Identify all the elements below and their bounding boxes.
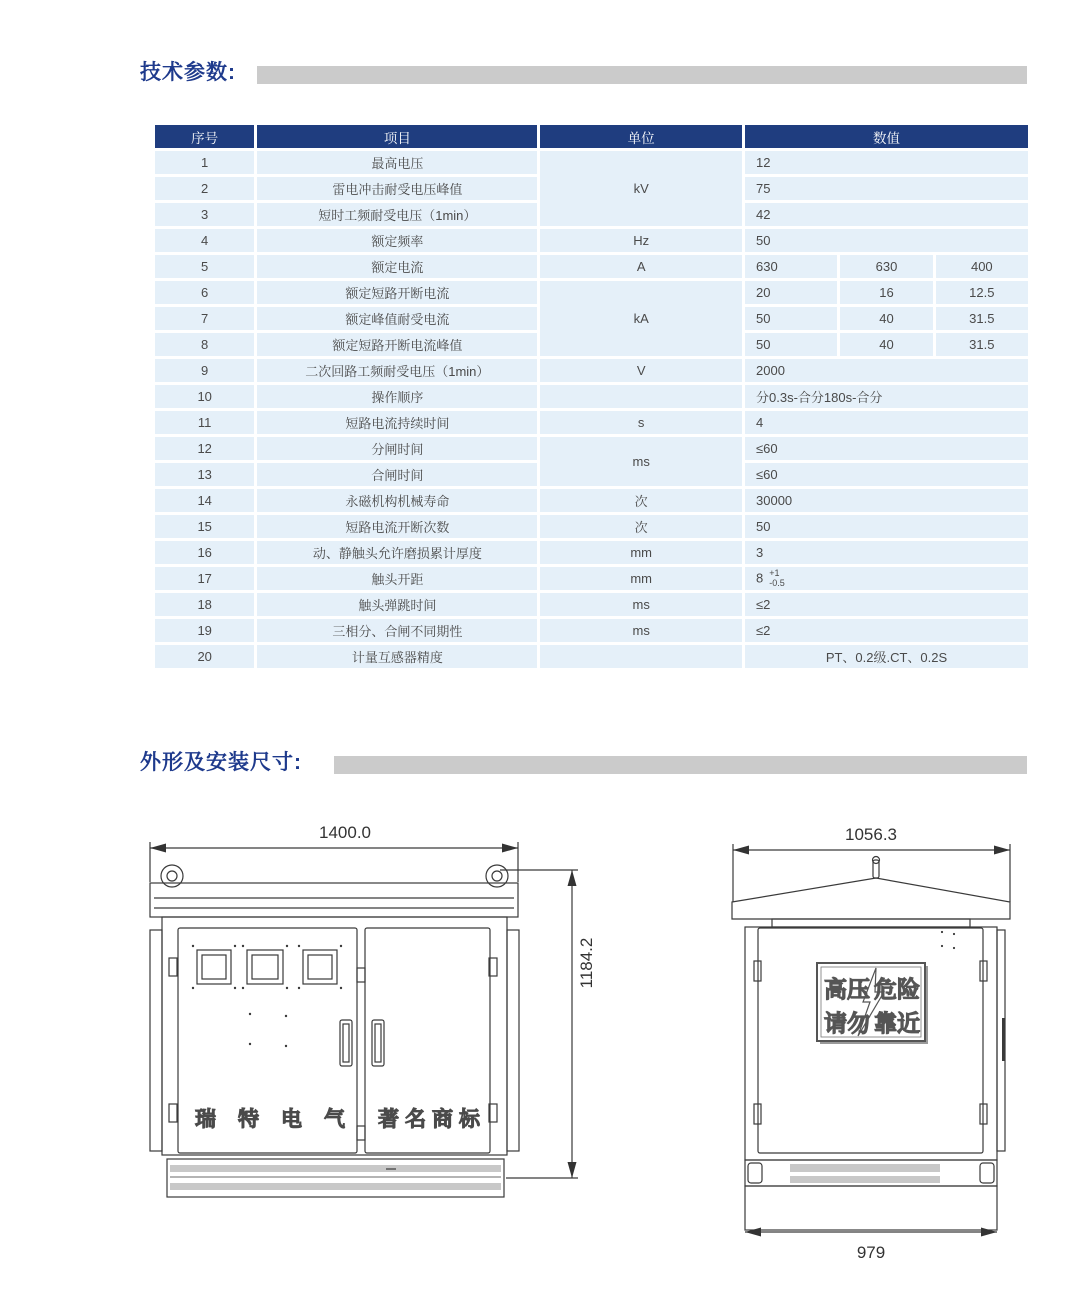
row-unit: mm xyxy=(540,567,742,590)
row-unit: mm xyxy=(540,541,742,564)
row-value: ≤60 xyxy=(745,463,1028,486)
row-value: 42 xyxy=(745,203,1028,226)
row-no: 8 xyxy=(155,333,254,356)
row-no: 4 xyxy=(155,229,254,252)
warning-text-high-voltage: 高压 xyxy=(824,976,870,1002)
door-handle xyxy=(372,1020,384,1066)
tech-params-table xyxy=(152,122,1031,671)
row-value: PT、0.2级.CT、0.2S xyxy=(745,645,1028,668)
row-no: 17 xyxy=(155,567,254,590)
row-no: 3 xyxy=(155,203,254,226)
front-view-lines xyxy=(150,842,578,1197)
roof-hook-icon xyxy=(873,857,880,879)
table-row xyxy=(155,151,1028,174)
row-value-2: 16 xyxy=(840,281,932,304)
row-value: ≤2 xyxy=(745,593,1028,616)
table-row xyxy=(155,255,1028,278)
row-item: 短路电流持续时间 xyxy=(257,411,537,434)
row-item: 额定频率 xyxy=(257,229,537,252)
side-base-dimension: 979 xyxy=(856,1243,886,1262)
row-value-3: 31.5 xyxy=(936,333,1028,356)
tolerance-upper: +1 xyxy=(769,567,780,578)
row-unit: 次 xyxy=(540,515,742,538)
row-item: 最高电压 xyxy=(257,151,537,174)
row-unit: s xyxy=(540,411,742,434)
tech-title-bar xyxy=(257,66,1027,84)
row-value xyxy=(745,567,1028,590)
row-item: 操作顺序 xyxy=(257,385,537,408)
table-row xyxy=(155,359,1028,382)
row-value: ≤60 xyxy=(745,437,1028,460)
row-no: 16 xyxy=(155,541,254,564)
row-value: 30000 xyxy=(745,489,1028,512)
row-value-3: 12.5 xyxy=(936,281,1028,304)
row-no: 11 xyxy=(155,411,254,434)
row-value-3: 31.5 xyxy=(936,307,1028,330)
table-row xyxy=(155,619,1028,642)
row-item: 二次回路工频耐受电压（1min） xyxy=(257,359,537,382)
row-value-2: 40 xyxy=(840,307,932,330)
door-handle xyxy=(340,1020,352,1066)
row-value-1: 20 xyxy=(745,281,837,304)
right-door-trademark-text: 著名商标 xyxy=(378,1108,486,1131)
row-no: 1 xyxy=(155,151,254,174)
row-item: 触头弹跳时间 xyxy=(257,593,537,616)
table-row xyxy=(155,489,1028,512)
row-value: 50 xyxy=(745,515,1028,538)
warning-sign xyxy=(817,963,928,1044)
row-no: 10 xyxy=(155,385,254,408)
tech-params-title: 技术参数: xyxy=(140,61,236,84)
row-unit: V xyxy=(540,359,742,382)
row-unit xyxy=(540,645,742,668)
row-unit: A xyxy=(540,255,742,278)
row-item: 计量互感器精度 xyxy=(257,645,537,668)
row-item: 额定短路开断电流 xyxy=(257,281,537,304)
row-value-1: 50 xyxy=(745,333,837,356)
row-value-1: 630 xyxy=(745,255,837,278)
row-unit: 次 xyxy=(540,489,742,512)
row-value-2: 630 xyxy=(840,255,932,278)
row-item: 分闸时间 xyxy=(257,437,537,460)
table-row xyxy=(155,541,1028,564)
row-unit: kA xyxy=(540,281,742,356)
row-value: 50 xyxy=(745,229,1028,252)
col-header-item: 项目 xyxy=(257,125,537,148)
row-item: 短时工频耐受电压（1min） xyxy=(257,203,537,226)
front-height-dimension: 1184.2 xyxy=(577,937,596,989)
row-unit: ms xyxy=(540,437,742,486)
row-value-2: 40 xyxy=(840,333,932,356)
front-view-drawing xyxy=(140,818,605,1268)
row-no: 5 xyxy=(155,255,254,278)
table-row xyxy=(155,229,1028,252)
meter-window xyxy=(303,950,337,984)
row-item: 额定峰值耐受电流 xyxy=(257,307,537,330)
dims-title: 外形及安装尺寸: xyxy=(140,751,302,774)
row-item: 额定短路开断电流峰值 xyxy=(257,333,537,356)
row-no: 6 xyxy=(155,281,254,304)
row-value-3: 400 xyxy=(936,255,1028,278)
row-item: 三相分、合闸不同期性 xyxy=(257,619,537,642)
tolerance-stack xyxy=(769,569,785,589)
row-value-1: 50 xyxy=(745,307,837,330)
row-item: 短路电流开断次数 xyxy=(257,515,537,538)
row-value: 4 xyxy=(745,411,1028,434)
table-row xyxy=(155,515,1028,538)
side-width-dimension: 1056.3 xyxy=(845,825,897,844)
warning-text-danger: 危险 xyxy=(874,976,920,1002)
row-no: 9 xyxy=(155,359,254,382)
tolerance-lower: -0.5 xyxy=(769,577,785,588)
table-row xyxy=(155,593,1028,616)
col-header-unit: 单位 xyxy=(540,125,742,148)
row-unit: Hz xyxy=(540,229,742,252)
row-item: 额定电流 xyxy=(257,255,537,278)
row-value: 2000 xyxy=(745,359,1028,382)
warning-text-approach: 靠近 xyxy=(874,1010,920,1036)
table-row xyxy=(155,645,1028,668)
table-row xyxy=(155,411,1028,434)
row-item: 合闸时间 xyxy=(257,463,537,486)
front-width-dimension: 1400.0 xyxy=(319,823,371,842)
row-unit: kV xyxy=(540,151,742,226)
row-item: 永磁机构机械寿命 xyxy=(257,489,537,512)
table-header-row xyxy=(155,125,1028,148)
table-row xyxy=(155,437,1028,460)
col-header-value: 数值 xyxy=(745,125,1028,148)
lifting-eye-icon xyxy=(486,865,508,887)
row-value: 12 xyxy=(745,151,1028,174)
meter-window xyxy=(247,950,283,984)
side-view-drawing xyxy=(690,818,1084,1283)
row-value: 3 xyxy=(745,541,1028,564)
row-item: 雷电冲击耐受电压峰值 xyxy=(257,177,537,200)
row-no: 13 xyxy=(155,463,254,486)
tolerance-base: 8 xyxy=(756,569,764,585)
meter-window xyxy=(197,950,231,984)
table-row xyxy=(155,385,1028,408)
dims-title-bar xyxy=(334,756,1027,774)
col-header-no: 序号 xyxy=(155,125,254,148)
row-unit: ms xyxy=(540,619,742,642)
table-row xyxy=(155,281,1028,304)
row-no: 12 xyxy=(155,437,254,460)
row-value: 75 xyxy=(745,177,1028,200)
row-no: 18 xyxy=(155,593,254,616)
row-no: 14 xyxy=(155,489,254,512)
row-item: 触头开距 xyxy=(257,567,537,590)
table-row xyxy=(155,567,1028,590)
row-unit xyxy=(540,385,742,408)
warning-text-do-not: 请勿 xyxy=(824,1010,870,1036)
row-no: 19 xyxy=(155,619,254,642)
row-no: 15 xyxy=(155,515,254,538)
row-no: 7 xyxy=(155,307,254,330)
row-no: 20 xyxy=(155,645,254,668)
row-item: 动、静触头允许磨损累计厚度 xyxy=(257,541,537,564)
left-door-brand-text: 瑞特电气 xyxy=(195,1108,367,1131)
lifting-eye-icon xyxy=(161,865,183,887)
row-no: 2 xyxy=(155,177,254,200)
row-unit: ms xyxy=(540,593,742,616)
row-value: ≤2 xyxy=(745,619,1028,642)
row-value: 分0.3s-合分180s-合分 xyxy=(745,385,1028,408)
